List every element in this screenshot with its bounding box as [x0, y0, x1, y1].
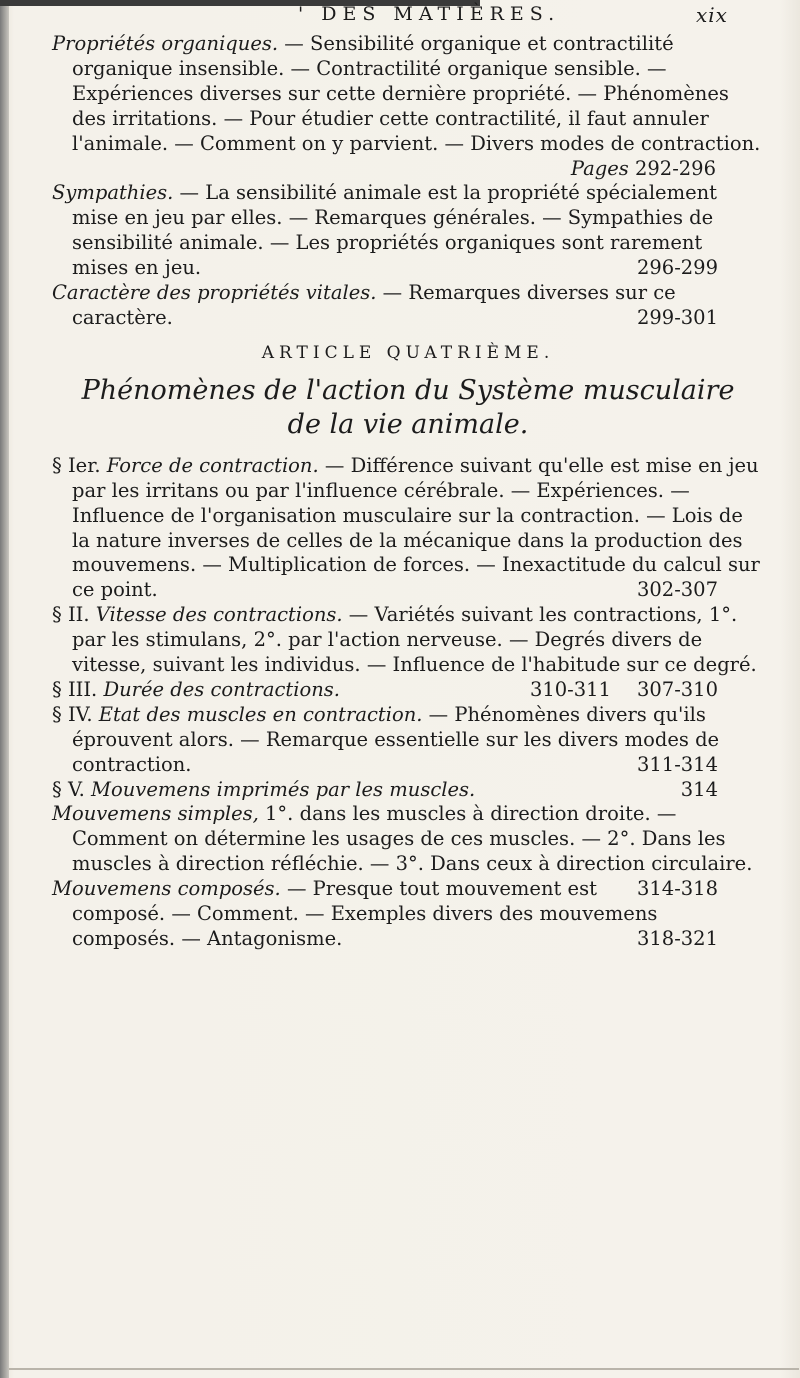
- section-heading: Durée des contractions.: [103, 677, 340, 701]
- pages-value: 296-299: [636, 256, 718, 280]
- chapter-title-line-1: Phénomènes de l'action du Système musculaire: [81, 374, 735, 406]
- article-heading: ARTICLE QUATRIÈME.: [261, 342, 555, 363]
- section-number: § III.: [52, 677, 98, 701]
- pages-value: 314: [680, 777, 718, 801]
- section-text: — Phénomènes divers qu'ils éprouvent alors. — Remarque essentielle sur les divers modes de contraction.: [72, 702, 720, 776]
- toc-entry-proprietes-organiques: [52, 32, 764, 157]
- toc-section-5: [52, 778, 764, 803]
- pages-value: 292-296: [634, 156, 716, 180]
- section-text: — Différence suivant qu'elle est mise en jeu par les irritans ou par l'influence cérébrale. — Expériences. — Influence de l'organisation musculaire sur la contraction. — Lois de la nature inverses de celles de la mécanique dans la production des mouvemens. — Multiplication de forces. — Inexactitude du calcul sur ce point.: [72, 453, 760, 602]
- section-number: § II.: [52, 603, 90, 627]
- entry-heading: Mouvemens simples,: [52, 802, 259, 826]
- pages-value: 318-321: [636, 927, 718, 950]
- entry-text: 1°. dans les muscles à direction droite. — Comment on détermine les usages de ces muscles. — 2°. Dans les muscles à direction réfléchie. — 3°. Dans ceux à direction circulaire.: [72, 802, 753, 876]
- pages-value: 307-310: [636, 677, 718, 701]
- pages-label: Pages: [570, 156, 629, 180]
- entry-text: — Sensibilité organique et contractilité organique insensible. — Contractilité organique sensible. — Expériences diverses sur cette dernière propriété. — Phénomènes des irritations. — Pour étudier cette contractilité, il faut annuler l'animale. — Comment on y parvient. — Divers modes de contraction.: [72, 32, 761, 155]
- running-header-title: ' DES MATIÈRES.: [298, 3, 561, 25]
- section-text: — Variétés suivant les contractions, 1°. par les stimulans, 2°. par l'action nerveuse. — Degrés divers de vitesse, suivant les individus. — Influence de l'habitude sur ce degré.: [72, 603, 757, 677]
- chapter-title-line-2: de la vie animale.: [287, 408, 529, 440]
- running-header: [298, 3, 758, 33]
- page-range: [52, 157, 764, 182]
- pages-value: 310-311: [529, 677, 611, 701]
- toc-entry-caractere: [52, 281, 764, 331]
- toc-section-1: [52, 454, 764, 603]
- section-number: § Ier.: [52, 453, 101, 477]
- section-heading: Force de contraction.: [106, 453, 319, 477]
- section-heading: Mouvemens imprimés par les muscles.: [91, 777, 476, 801]
- entry-heading: Mouvemens composés.: [52, 877, 281, 901]
- section-number: § V.: [52, 777, 85, 801]
- toc-entry-sympathies: [52, 181, 764, 281]
- section-heading: Etat des muscles en contraction.: [98, 702, 423, 726]
- section-heading: Vitesse des contractions.: [95, 603, 343, 627]
- entry-heading: Propriétés organiques.: [52, 32, 279, 55]
- page-spine: [0, 0, 9, 1378]
- page-folio: xix: [696, 3, 728, 27]
- table-of-contents: [52, 32, 764, 952]
- entry-text: — La sensibilité animale est la propriété spécialement mise en jeu par elles. — Remarques générales. — Sympathies de sensibilité animale. — Les propriétés organiques sont rarement mises en jeu.: [72, 181, 718, 280]
- pages-value: 314-318: [636, 877, 718, 901]
- entry-text: — Presque tout mouvement est composé. — Comment. — Exemples divers des mouvemens composés. — Antagonisme.: [72, 877, 658, 950]
- pages-value: 302-307: [636, 578, 718, 602]
- entry-heading: Sympathies.: [52, 181, 174, 205]
- section-number: § IV.: [52, 702, 93, 726]
- pages-value: 299-301: [636, 305, 718, 329]
- toc-section-4: [52, 703, 764, 778]
- page-bottom-edge: [9, 1368, 799, 1370]
- entry-heading: Caractère des propriétés vitales.: [52, 281, 377, 305]
- pages-value: 311-314: [636, 752, 718, 776]
- chapter-title: [52, 374, 764, 442]
- entry-text: — Remarques diverses sur ce caractère.: [72, 281, 676, 329]
